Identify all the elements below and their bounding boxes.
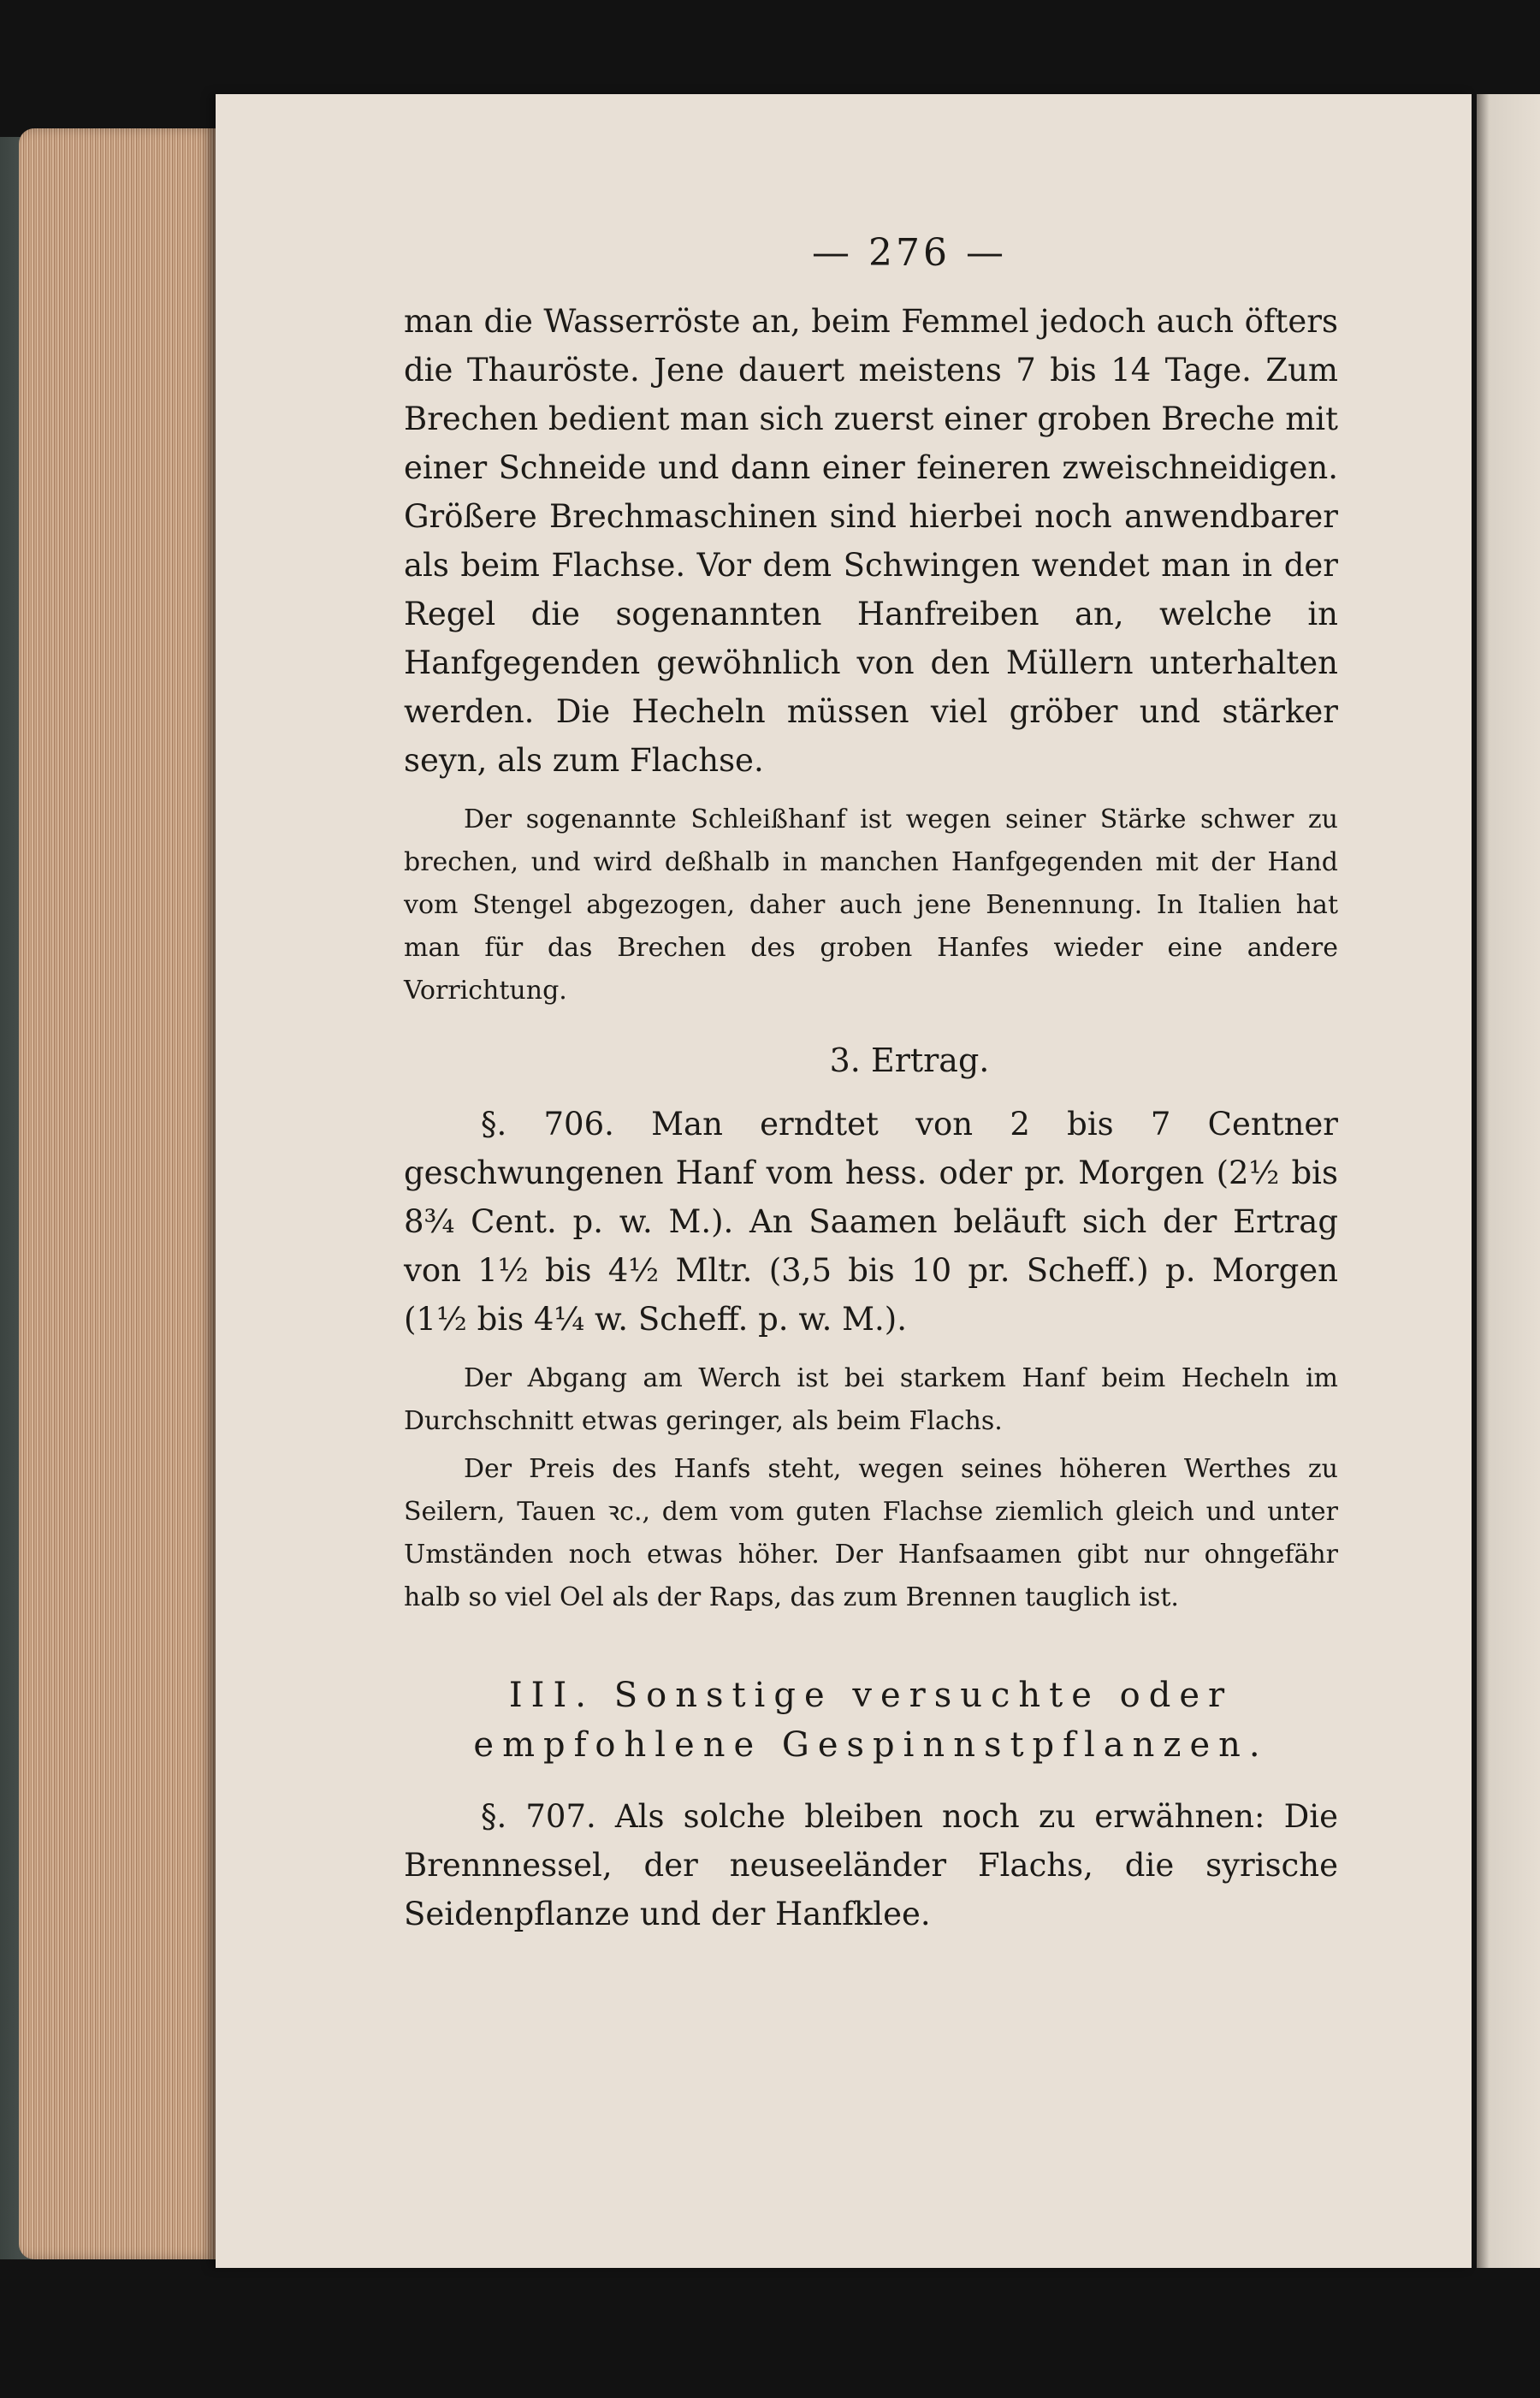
section-title-ertrag: 3. Ertrag. <box>829 1042 990 1079</box>
note-schleisshanf: Der sogenannte Schleißhanf ist wegen seiner Stärke schwer zu brechen, und wird deßhalb in manchen Hanfgegenden mit der Hand vom Stengel abgezogen, daher auch jene Benennung. In Italien hat man für das Brechen des groben Hanfes wieder eine andere Vorrichtung. <box>404 804 1338 1006</box>
heading-section-iii: III. Sonstige versuchte oder empfohlene Gespinnstpflanzen. <box>473 1676 1269 1765</box>
page-number-header: — 276 — <box>812 231 1007 275</box>
page-content <box>404 231 1338 1938</box>
paragraph-continuation: man die Wasserröste an, beim Femmel jedoch auch öfters die Thauröste. Jene dauert meistens 7 bis 14 Tage. Zum Brechen bedient man sich zuerst einer groben Breche mit einer Schneide und dann einer feineren zweischneidigen. Größere Brechmaschinen sind hierbei noch anwendbarer als beim Flachse. Vor dem Schwingen wendet man in der Regel die sogenannten Hanfreiben an, welche in Hanfgegenden gewöhnlich von den Müllern unterhalten werden. Die Hecheln müssen viel gröber und stärker seyn, als zum Flachse. <box>404 303 1338 779</box>
note-abgang: Der Abgang am Werch ist bei starkem Hanf beim Hecheln im Durchschnitt etwas geringer, als beim Flachs. <box>404 1363 1338 1436</box>
page-edges-stack <box>19 128 216 2259</box>
paragraph-707: §. 707. Als solche bleiben noch zu erwähnen: Die Brennnessel, der neuseeländer Flachs, die syrische Seidenpflanze und der Hanfklee. <box>404 1798 1338 1932</box>
paragraph-706: §. 706. Man erndtet von 2 bis 7 Centner geschwungenen Hanf vom hess. oder pr. Morgen (2½ bis 8¾ Cent. p. w. M.). An Saamen beläuft sich der Ertrag von 1½ bis 4½ Mltr. (3,5 bis 10 pr. Scheff.) p. Morgen (1½ bis 4¼ w. Scheff. p. w. M.). <box>404 1106 1338 1338</box>
note-preis: Der Preis des Hanfs steht, wegen seines höheren Werthes zu Seilern, Tauen ꝛc., dem vom guten Flachse ziemlich gleich und unter Umständen noch etwas höher. Der Hanfsaamen gibt nur ohngefähr halb so viel Oel als der Raps, das zum Brennen tauglich ist. <box>404 1454 1338 1612</box>
facing-page-edge <box>1477 94 1540 2268</box>
